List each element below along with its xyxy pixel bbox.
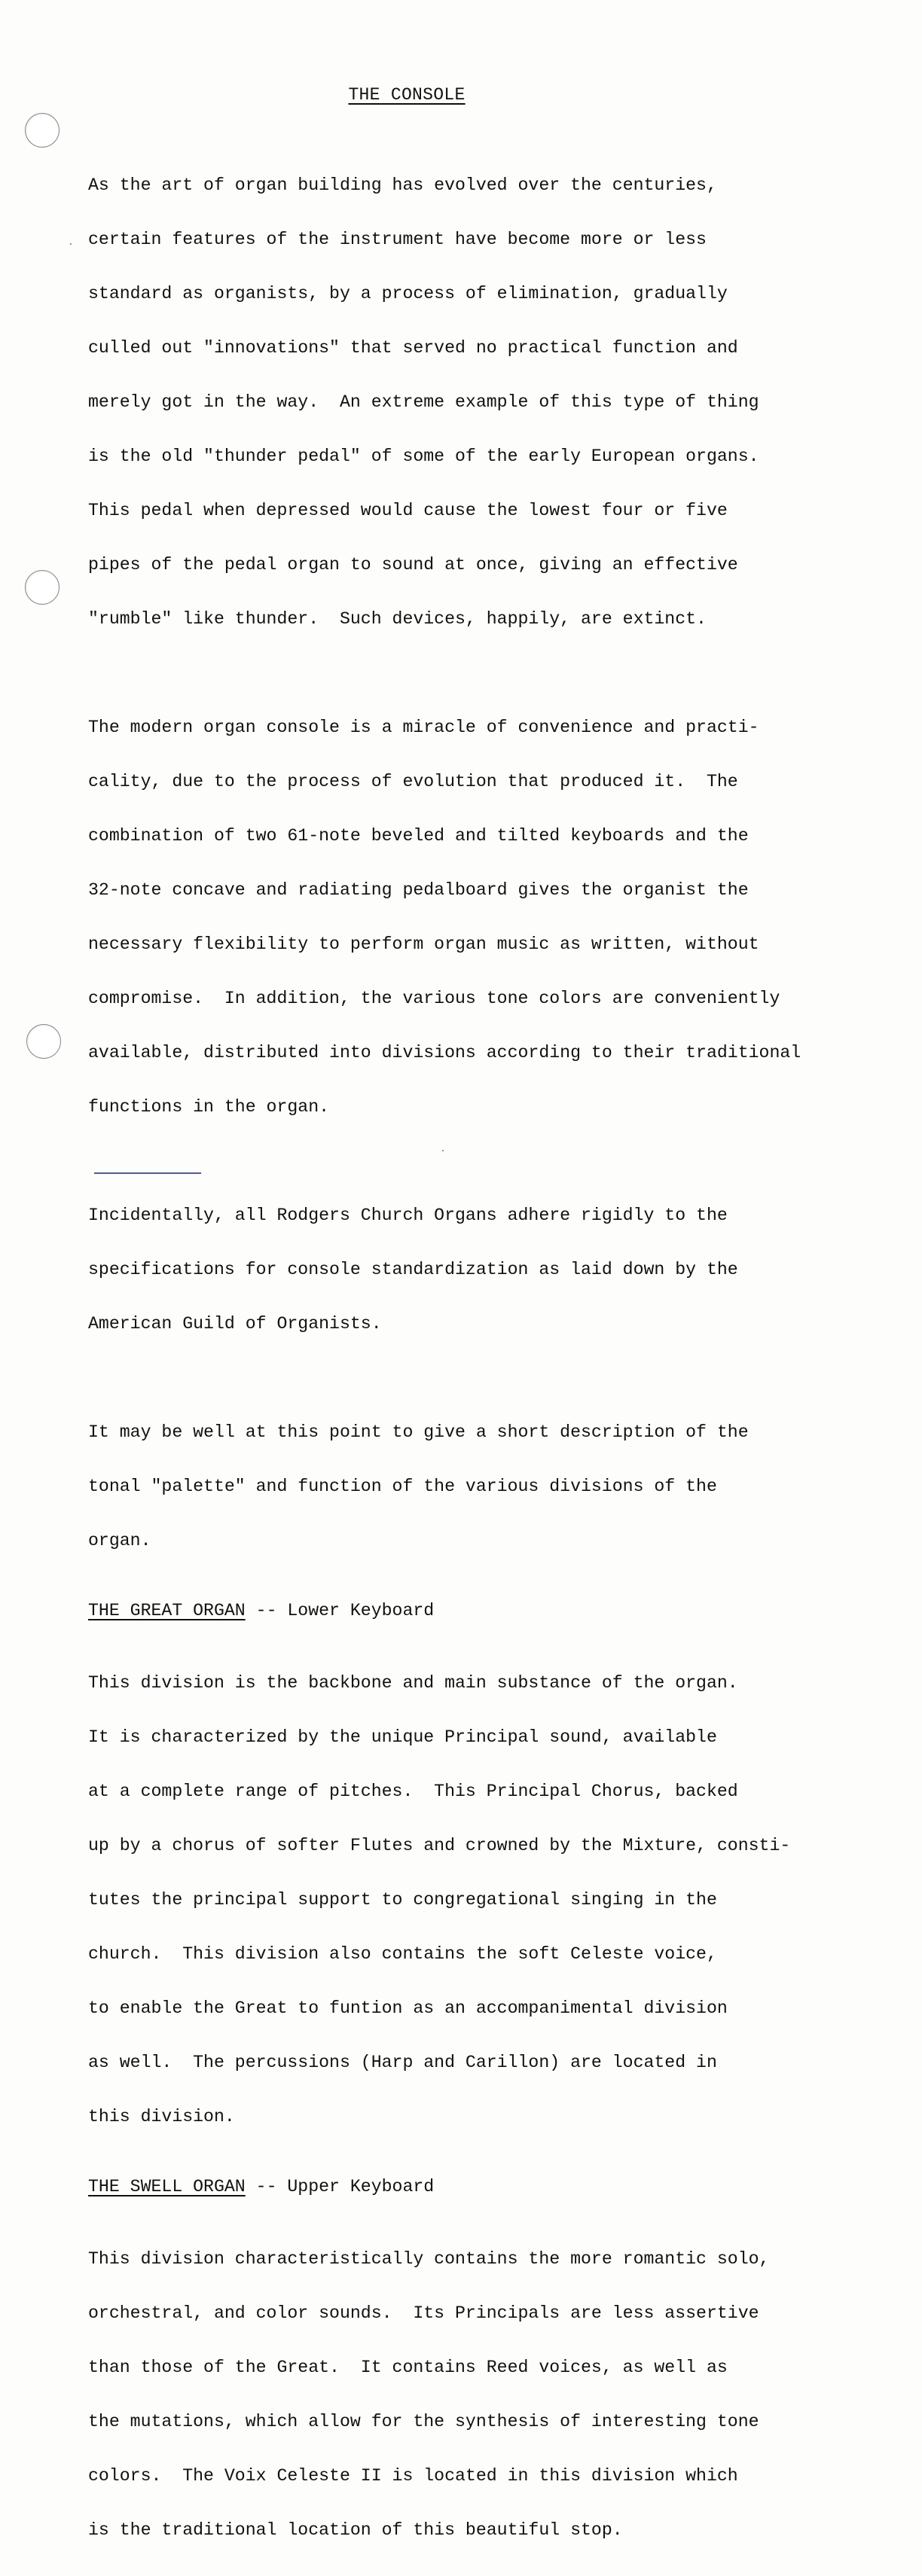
paragraph-intro [88,140,902,664]
text-line: standard as organists, by a process of elimination, gradually [88,284,728,303]
paragraph-swell-organ [88,2214,902,2575]
paragraph-incidentally [88,1170,902,1369]
page-title [0,85,814,105]
text-line: functions in the organ. [88,1097,330,1117]
scan-speck [70,243,72,245]
text-line: specifications for console standardization as laid down by the [88,1260,738,1279]
text-line: Incidentally, all Rodgers Church Organs adhere rigidly to the [88,1206,728,1225]
binder-hole-top [25,113,60,148]
text-line: pipes of the pedal organ to sound at once, giving an effective [88,555,738,575]
text-line: available, distributed into divisions according to their traditional [88,1043,801,1062]
text-line: merely got in the way. An extreme example of this type of thing [88,392,759,412]
text-line: to enable the Great to funtion as an accompanimental division [88,1998,728,2018]
text-line: certain features of the instrument have become more or less [88,230,707,249]
text-line: tonal "palette" and function of the various divisions of the [88,1477,717,1496]
section-heading-great-name: THE GREAT ORGAN [88,1601,246,1620]
section-heading-swell-name: THE SWELL ORGAN [88,2177,246,2196]
text-line: American Guild of Organists. [88,1314,382,1334]
binder-hole-middle [25,570,60,605]
text-line: cality, due to the process of evolution that produced it. The [88,772,738,791]
text-line: As the art of organ building has evolved over the centuries, [88,175,717,195]
text-line: the mutations, which allow for the synthesis of interesting tone [88,2412,759,2431]
text-line: This division is the backbone and main substance of the organ. [88,1673,738,1693]
text-line: It may be well at this point to give a short description of the [88,1422,749,1442]
text-line: up by a chorus of softer Flutes and crowned by the Mixture, consti- [88,1836,791,1855]
text-line: It is characterized by the unique Principal sound, available [88,1727,717,1747]
text-line: The modern organ console is a miracle of convenience and practi- [88,718,759,737]
text-line: combination of two 61-note beveled and tilted keyboards and the [88,826,749,846]
text-line: This division characteristically contains the more romantic solo, [88,2249,770,2269]
text-line: is the old "thunder pedal" of some of the early European organs. [88,447,759,466]
text-line: 32-note concave and radiating pedalboard gives the organist the [88,880,749,900]
text-line: "rumble" like thunder. Such devices, happily, are extinct. [88,609,707,629]
paragraph-great-organ [88,1638,902,2162]
text-line: compromise. In addition, the various tone colors are conveniently [88,989,780,1008]
page-title-text: THE CONSOLE [348,85,466,105]
text-line: necessary flexibility to perform organ music as written, without [88,934,759,954]
document-body [88,140,902,2575]
text-line: organ. [88,1531,151,1550]
text-line: as well. The percussions (Harp and Carillon) are located in [88,2053,717,2072]
text-line: than those of the Great. It contains Reed voices, as well as [88,2358,728,2377]
text-line: This pedal when depressed would cause the lowest four or five [88,501,728,520]
footer-rule [94,1172,201,1174]
section-heading-swell [88,2178,902,2196]
text-line: culled out "innovations" that served no practical function and [88,338,738,358]
text-line: orchestral, and color sounds. Its Principals are less assertive [88,2303,759,2323]
binder-hole-bottom [26,1024,61,1059]
paragraph-palette [88,1387,902,1586]
paragraph-modern-console [88,682,902,1152]
text-line: church. This division also contains the soft Celeste voice, [88,1944,717,1964]
section-heading-swell-subtitle: -- Upper Keyboard [245,2177,435,2196]
section-heading-great-subtitle: -- Lower Keyboard [245,1601,435,1620]
text-line: at a complete range of pitches. This Principal Chorus, backed [88,1782,738,1801]
text-line: colors. The Voix Celeste II is located in this division which [88,2466,738,2486]
text-line: is the traditional location of this beautiful stop. [88,2520,623,2540]
text-line: this division. [88,2107,235,2126]
scan-speck [442,1150,444,1151]
text-line: tutes the principal support to congregational singing in the [88,1890,717,1910]
section-heading-great [88,1602,902,1620]
